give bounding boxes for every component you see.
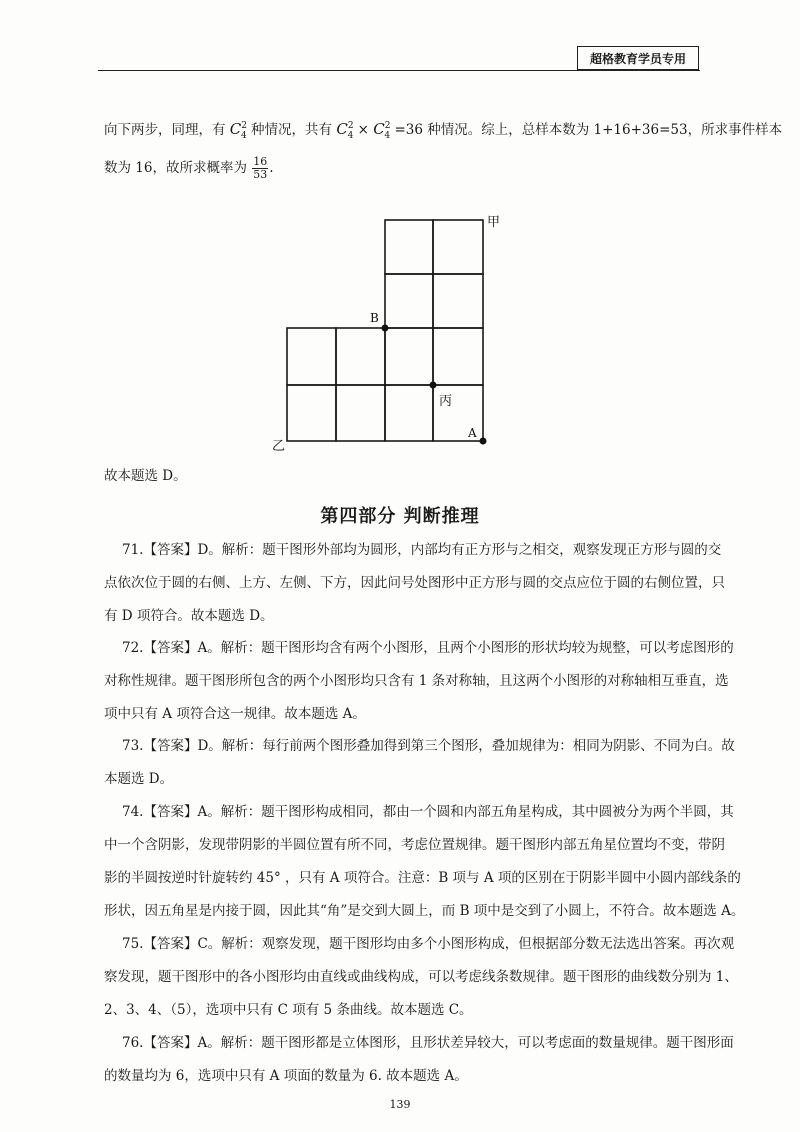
intro-line-2 — [104, 156, 274, 181]
intro-text-a: 向下两步，同理，有 — [104, 122, 226, 138]
conclusion-text: 故本题选 D。 — [104, 468, 187, 484]
answer-line: 76.【答案】A。解析：题干图形都是立体图形，且形状差异较大，可以考虑面的数量规律。题干图形面 — [122, 1035, 734, 1051]
page-number: 139 — [389, 1098, 411, 1111]
label-b: B — [370, 311, 379, 325]
answer-line: 本题选 D。 — [104, 771, 174, 787]
answer-line: 71.【答案】D。解析：题干图形外部均为圆形，内部均有正方形与之相交，观察发现正方形与圆的交 — [122, 542, 722, 558]
label-jia: 甲 — [487, 215, 501, 230]
intro-text-d: 数为 16，故所求概率为 — [104, 160, 247, 176]
combination-3: $C^2_4$ — [373, 120, 391, 141]
answer-line: 对称性规律。题干图形所包含的两个小图形均只含有 1 条对称轴，且这两个小图形的对称轴相互垂直，选 — [104, 673, 729, 689]
point-b — [382, 325, 389, 332]
combination-1: $C^2_4$ — [229, 120, 248, 141]
combination-2: $C^2_4$ — [336, 120, 354, 141]
section-title: 第四部分 判断推理 — [320, 506, 480, 527]
probability-fraction: $\frac{16}{53}$ — [253, 155, 268, 181]
label-bing: 丙 — [439, 394, 453, 409]
grid-lines — [287, 220, 483, 441]
answer-line: 有 D 项符合。故本题选 D。 — [104, 608, 274, 624]
answer-line: 2、3、4、（5），选项中只有 C 项有 5 条曲线。故本题选 C。 — [104, 1002, 473, 1018]
answer-line: 影的半圆按逆时针旋转约 45° ，只有 A 项符合。注意：B 项与 A 项的区别在于阴影半圆中小圆内部线条的 — [104, 870, 741, 886]
answer-line: 75.【答案】C。解析：观察发现，题干图形均由多个小图形构成，但根据部分数无法选出答案。再次观 — [122, 936, 735, 952]
times-sign: × — [357, 122, 369, 138]
answer-line: 形状，因五角星是内接于圆，因此其“角”是交到大圆上，而 B 项中是交到了小圆上，不符合。故本题选 A。 — [104, 903, 745, 919]
intro-text-b: 种情况，共有 — [251, 122, 333, 138]
answer-line: 73.【答案】D。解析：每行前两个图形叠加得到第三个图形，叠加规律为：相同为阴影、不同为白。故 — [122, 738, 735, 754]
answer-line: 的数量均为 6，选项中只有 A 项面的数量为 6. 故本题选 A。 — [104, 1068, 468, 1084]
answer-line: 74.【答案】A。解析：题干图形构成相同，都由一个圆和内部五角星构成，其中圆被分为两个半圆，其 — [122, 804, 734, 820]
header-badge: 超格教育学员专用 — [577, 46, 699, 70]
point-bing — [430, 382, 437, 389]
intro-line-1 — [104, 118, 782, 141]
label-a: A — [468, 426, 477, 440]
answer-line: 点依次位于圆的右侧、上方、左侧、下方，因此问号处图形中正方形与圆的交点应位于圆的右侧位置，只 — [104, 575, 725, 591]
answer-line: 72.【答案】A。解析：题干图形均含有两个小图形，且两个小图形的形状均较为规整，可以考虑图形的 — [122, 640, 734, 656]
intro-text-e: . — [269, 160, 274, 176]
intro-text-c: =36 种情况。综上，总样本数为 1+16+36=53，所求事件样本 — [394, 122, 783, 138]
answer-line: 察发现，题干图形中的各小图形均由直线或曲线构成，可以考虑线条数规律。题干图形的曲线数分别为 1、 — [104, 969, 738, 985]
answer-line: 项中只有 A 项符合这一规律。故本题选 A。 — [104, 706, 366, 722]
header-rule — [98, 70, 700, 71]
label-yi: 乙 — [272, 439, 286, 454]
point-a — [480, 438, 487, 445]
answer-line: 中一个含阴影，发现带阴影的半圆位置有所不同，考虑位置规律。题干图形内部五角星位置均不变，带阴 — [104, 837, 725, 853]
